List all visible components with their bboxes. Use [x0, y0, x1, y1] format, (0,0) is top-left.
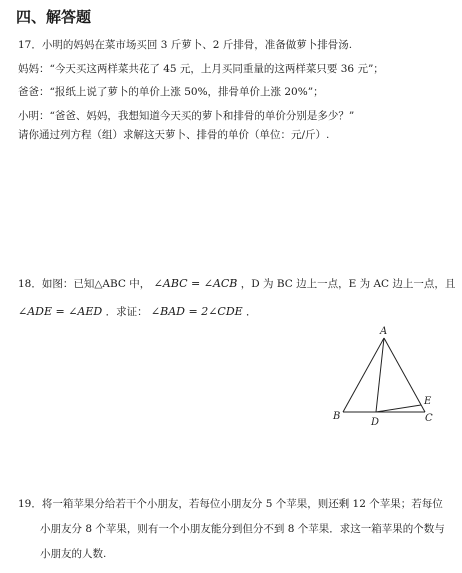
segment-de	[376, 405, 421, 412]
q18-line-2	[18, 304, 257, 319]
label-a: A	[380, 326, 388, 337]
edge-ac	[384, 338, 425, 412]
label-c: C	[425, 413, 433, 424]
q18-mid-text: ，D 为 BC 边上一点，E 为 AC 边上一点，且	[240, 278, 456, 290]
label-e: E	[424, 396, 432, 407]
q18-prefix: 18．如图：已知△ABC 中，	[18, 278, 151, 290]
q18-formula-bad-cde: ∠BAD = 2∠CDE	[150, 305, 243, 318]
q17-line-4: 小明：“爸爸、妈妈，我想知道今天买的萝卜和排骨的单价分别是多少？”	[18, 110, 355, 122]
q18-formula-ade-aed: ∠ADE = ∠AED	[18, 305, 103, 318]
q17-line-1: 17．小明的妈妈在菜市场买回 3 斤萝卜、2 斤排骨，准备做萝卜排骨汤.	[18, 39, 353, 51]
q18-prove-text: ．求证：	[105, 306, 148, 318]
q18-end: ．	[246, 306, 257, 318]
q19-line-3: 小朋友的人数.	[40, 548, 107, 560]
q18-line-1	[18, 276, 455, 291]
q19-line-2: 小朋友分 8 个苹果，则有一个小朋友能分到但分不到 8 个苹果．求这一箱苹果的个数与	[40, 523, 445, 535]
q17-line-2: 妈妈：“今天买这两样菜共花了 45 元，上月买同重量的这两样菜只要 36 元”；	[18, 63, 384, 75]
q17-line-5: 请你通过列方程（组）求解这天萝卜、排骨的单价（单位：元/斤）.	[18, 129, 330, 141]
edge-ab	[343, 338, 384, 412]
q19-line-1: 19．将一箱苹果分给若干个小朋友，若每位小朋友分 5 个苹果，则还剩 12 个苹果；若每位	[18, 498, 443, 510]
label-d: D	[371, 417, 380, 428]
section-title: 四、解答题	[16, 8, 92, 26]
segment-ad	[376, 338, 384, 412]
q18-formula-abc-acb: ∠ABC = ∠ACB	[153, 277, 238, 290]
label-b: B	[333, 411, 341, 422]
q17-line-3: 爸爸：“报纸上说了萝卜的单价上涨 50%，排骨单价上涨 20%”；	[18, 86, 324, 98]
